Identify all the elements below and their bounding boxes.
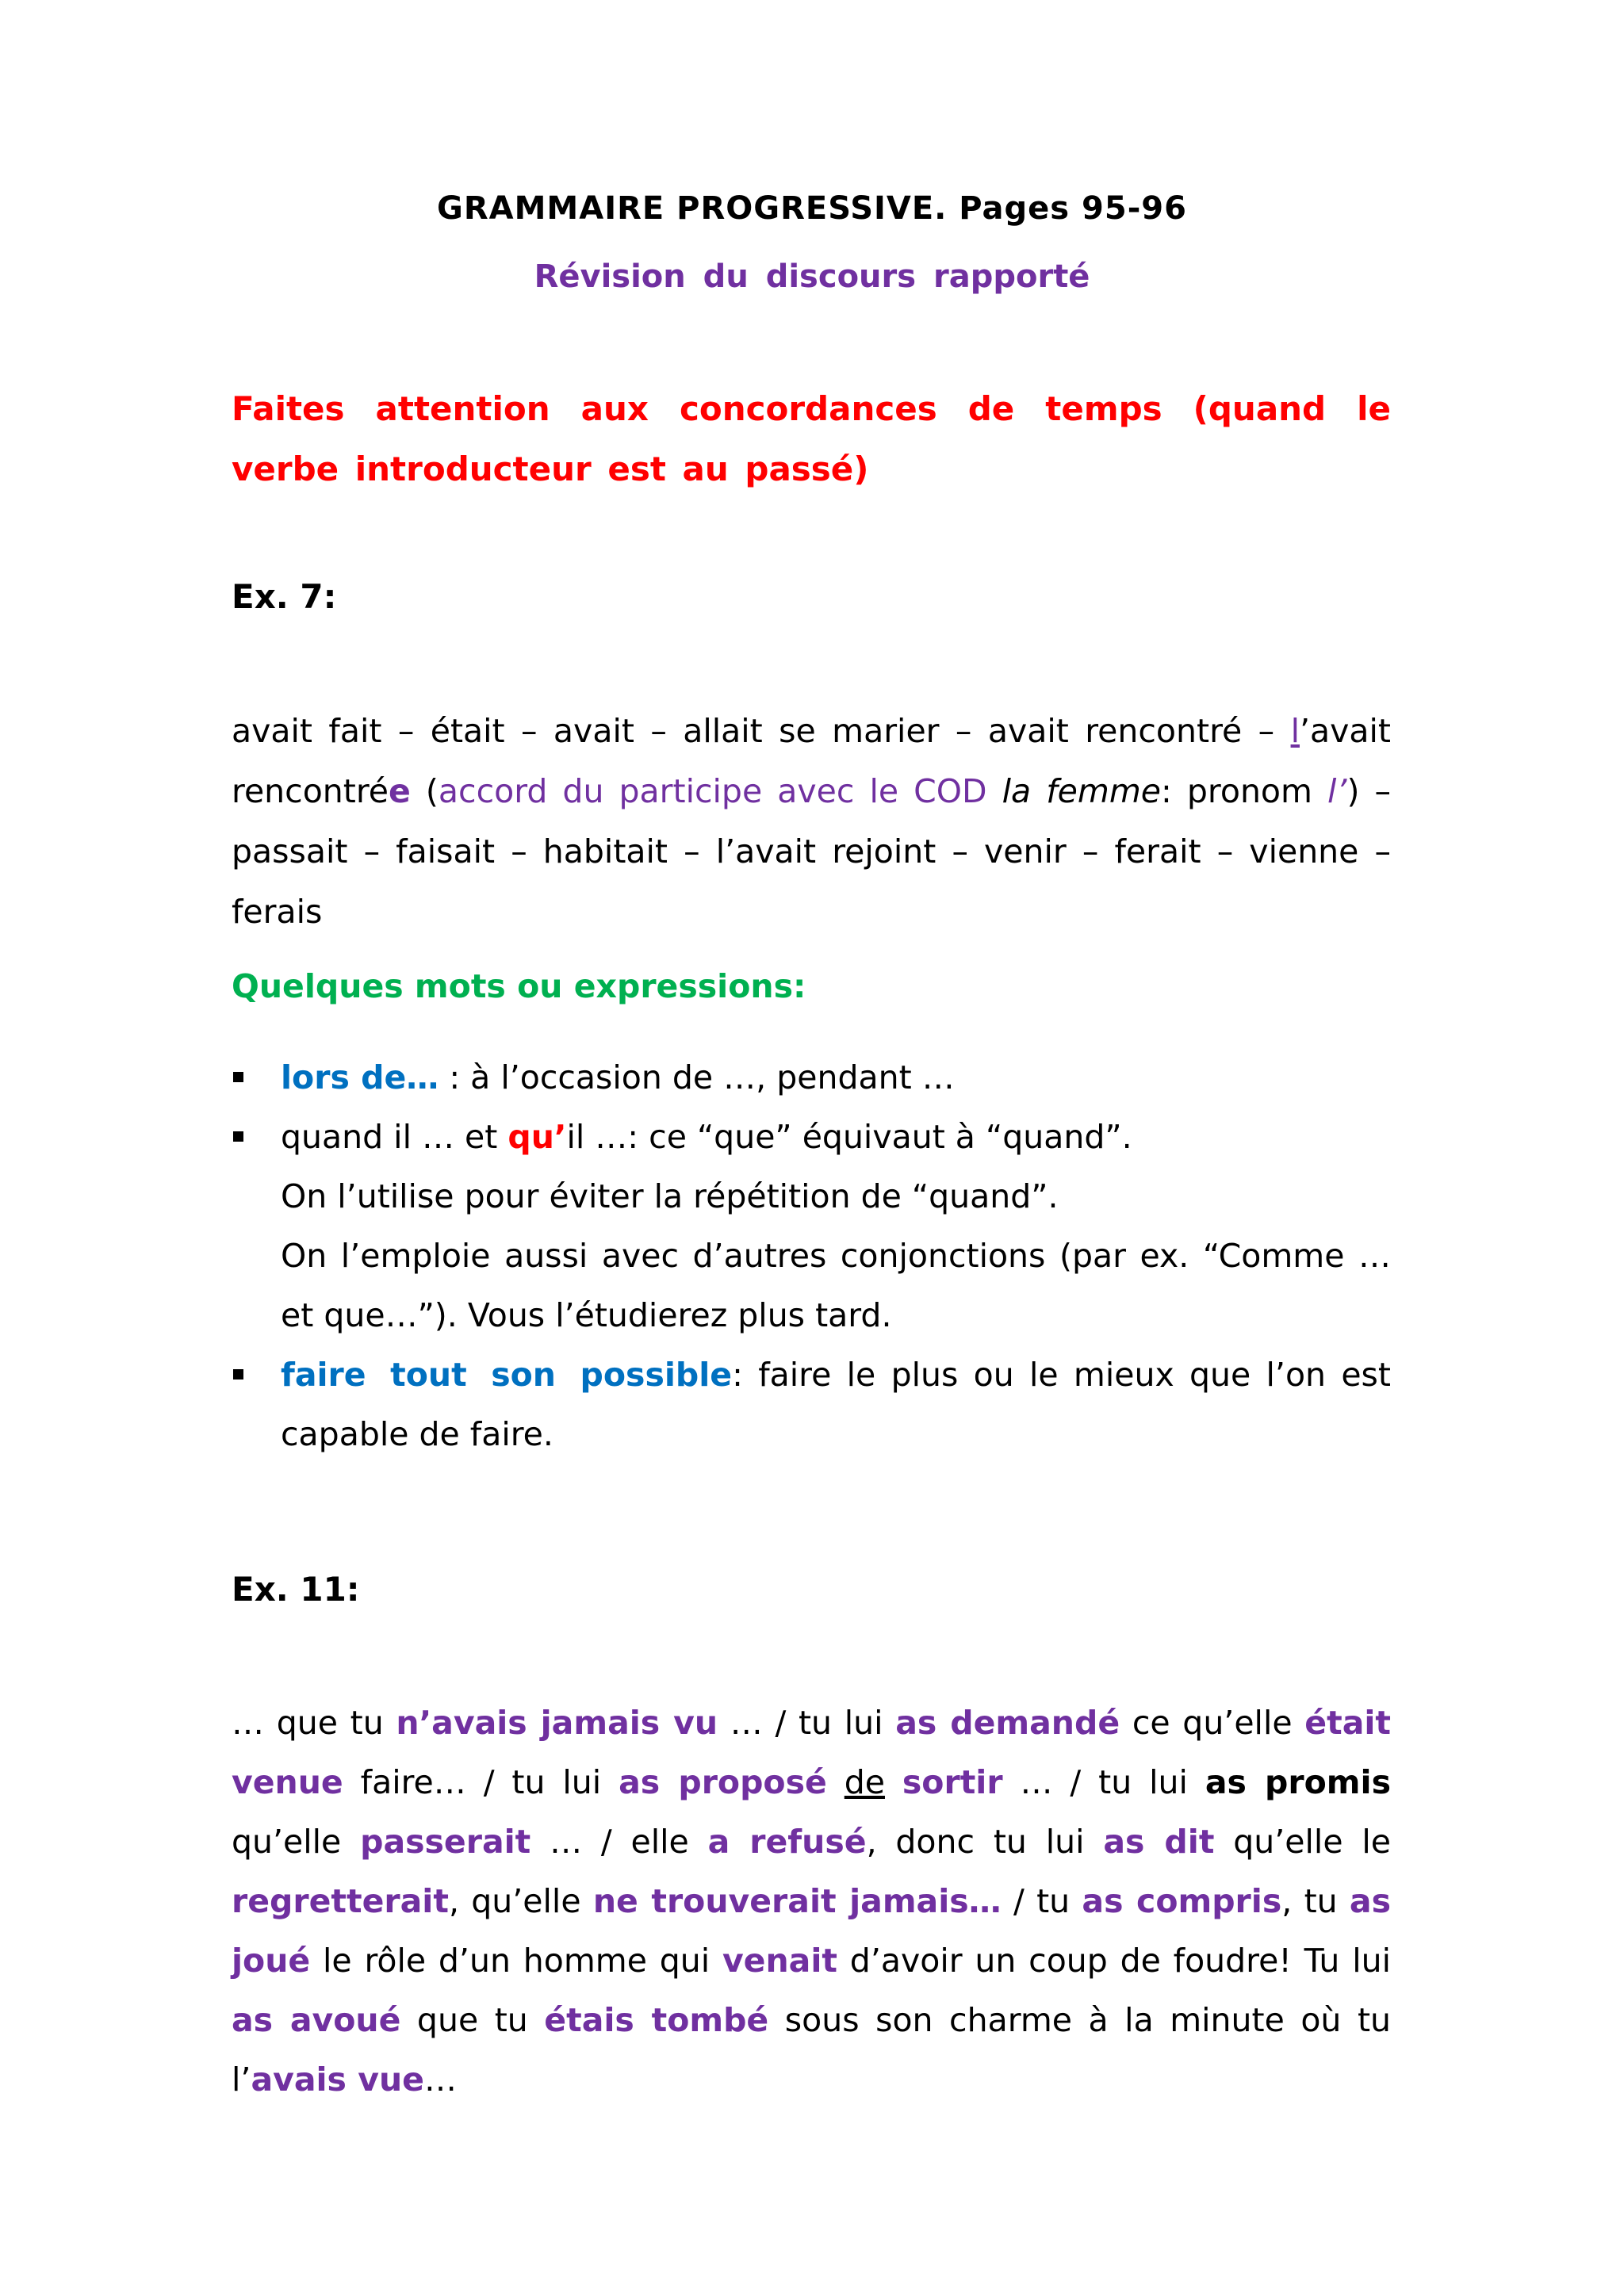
ex11-underlined: de bbox=[844, 1763, 885, 1801]
ex11-text: … bbox=[423, 2061, 457, 2099]
ex11-verb: as avoué bbox=[232, 2001, 401, 2039]
ex11-text: , qu’elle bbox=[448, 1882, 593, 1920]
ex7-text: : pronom bbox=[1161, 772, 1328, 810]
vocab-term: faire tout son possible bbox=[281, 1356, 733, 1394]
bullet-icon bbox=[233, 1072, 243, 1082]
exercise-7-answers bbox=[232, 701, 1391, 942]
ex11-text bbox=[827, 1763, 845, 1801]
ex11-verb: as dit bbox=[1103, 1823, 1215, 1861]
exercise-11-answers bbox=[232, 1693, 1391, 2110]
ex11-text: , donc tu lui bbox=[866, 1823, 1104, 1861]
list-item bbox=[232, 1345, 1391, 1464]
ex7-text: ’avait rencontré bbox=[232, 712, 1391, 810]
vocab-definition: : à l’occasion de …, pendant … bbox=[439, 1058, 955, 1096]
vocab-definition: : faire le plus ou le mieux que l’on est capable de faire. bbox=[281, 1356, 1391, 1453]
ex11-text bbox=[885, 1763, 902, 1801]
ex11-verb: étais tombé bbox=[544, 2001, 769, 2039]
ex11-text: qu’elle bbox=[232, 1823, 361, 1861]
ex11-verb: as demandé bbox=[895, 1704, 1120, 1742]
ex7-text: avait fait – était – avait – allait se marier – avait rencontré – bbox=[232, 712, 1291, 750]
ex7-pronoun-l: l bbox=[1290, 712, 1300, 750]
ex11-text: faire… / tu lui bbox=[343, 1763, 619, 1801]
exercise-11-heading: Ex. 11: bbox=[232, 1570, 360, 1609]
vocab-text-line: On l’utilise pour éviter la répétition de “quand”. bbox=[281, 1177, 1059, 1215]
ex11-text: d’avoir un coup de foudre! Tu lui bbox=[837, 1942, 1391, 1980]
list-item bbox=[232, 1048, 1391, 1108]
vocab-text-line: On l’emploie aussi avec d’autres conjonctions (par ex. “Comme … et que…”). Vous l’étudierez plus tard. bbox=[281, 1237, 1391, 1334]
ex11-text: … / tu lui bbox=[718, 1704, 896, 1742]
ex11-text: le rôle d’un homme qui bbox=[310, 1942, 722, 1980]
ex11-verb: sortir bbox=[902, 1763, 1003, 1801]
ex11-verb: était venue bbox=[232, 1704, 1392, 1801]
ex11-text: / tu bbox=[1001, 1882, 1082, 1920]
page-subtitle: Révision du discours rapporté bbox=[534, 258, 1090, 295]
ex11-verb: as proposé bbox=[619, 1763, 827, 1801]
ex7-agreement-note: accord du participe avec le COD bbox=[438, 772, 1002, 810]
vocab-text: il …: ce “que” équivaut à “quand”. bbox=[566, 1118, 1132, 1156]
vocab-term: lors de… bbox=[281, 1058, 439, 1096]
ex11-text: ce qu’elle bbox=[1120, 1704, 1305, 1742]
bullet-icon bbox=[233, 1131, 243, 1142]
page-title: GRAMMAIRE PROGRESSIVE. Pages 95-96 bbox=[437, 190, 1187, 227]
ex11-verb: avais vue bbox=[251, 2061, 424, 2099]
ex11-verb: as joué bbox=[232, 1882, 1391, 1980]
ex11-verb-bold: as promis bbox=[1205, 1763, 1391, 1801]
ex11-verb: ne trouverait jamais… bbox=[592, 1882, 1002, 1920]
ex11-text: que tu bbox=[400, 2001, 545, 2039]
ex7-agreement-e: e bbox=[389, 772, 411, 810]
ex7-cod: la femme bbox=[1002, 772, 1161, 810]
ex11-text: … / elle bbox=[530, 1823, 708, 1861]
ex11-verb: venait bbox=[722, 1942, 837, 1980]
ex11-text: sous son charme à la minute où tu l’ bbox=[232, 2001, 1392, 2099]
ex11-text: … que tu bbox=[232, 1704, 396, 1742]
vocab-heading: Quelques mots ou expressions: bbox=[232, 967, 806, 1005]
ex11-text: … / tu lui bbox=[1002, 1763, 1205, 1801]
ex11-text: qu’elle le bbox=[1214, 1823, 1391, 1861]
ex7-pronoun: l’ bbox=[1327, 772, 1347, 810]
ex11-verb: regretterait bbox=[232, 1882, 449, 1920]
ex7-text: ( bbox=[410, 772, 439, 810]
ex11-verb: passerait bbox=[360, 1823, 531, 1861]
ex11-verb: a refusé bbox=[707, 1823, 867, 1861]
bullet-icon bbox=[233, 1369, 243, 1380]
exercise-7-heading: Ex. 7: bbox=[232, 577, 337, 616]
ex7-text: ) – passait – faisait – habitait – l’avait rejoint – venir – ferait – vienne – ferais bbox=[232, 772, 1392, 931]
ex11-verb: n’avais jamais vu bbox=[396, 1704, 718, 1742]
vocab-list bbox=[232, 1048, 1391, 1464]
vocab-term: qu’ bbox=[508, 1118, 567, 1156]
ex11-text: , tu bbox=[1281, 1882, 1350, 1920]
ex11-verb: as compris bbox=[1082, 1882, 1282, 1920]
list-item bbox=[232, 1108, 1391, 1345]
vocab-text: quand il … et bbox=[281, 1118, 508, 1156]
warning-note: Faites attention aux concordances de temps (quand le verbe introducteur est au passé) bbox=[232, 389, 1391, 488]
